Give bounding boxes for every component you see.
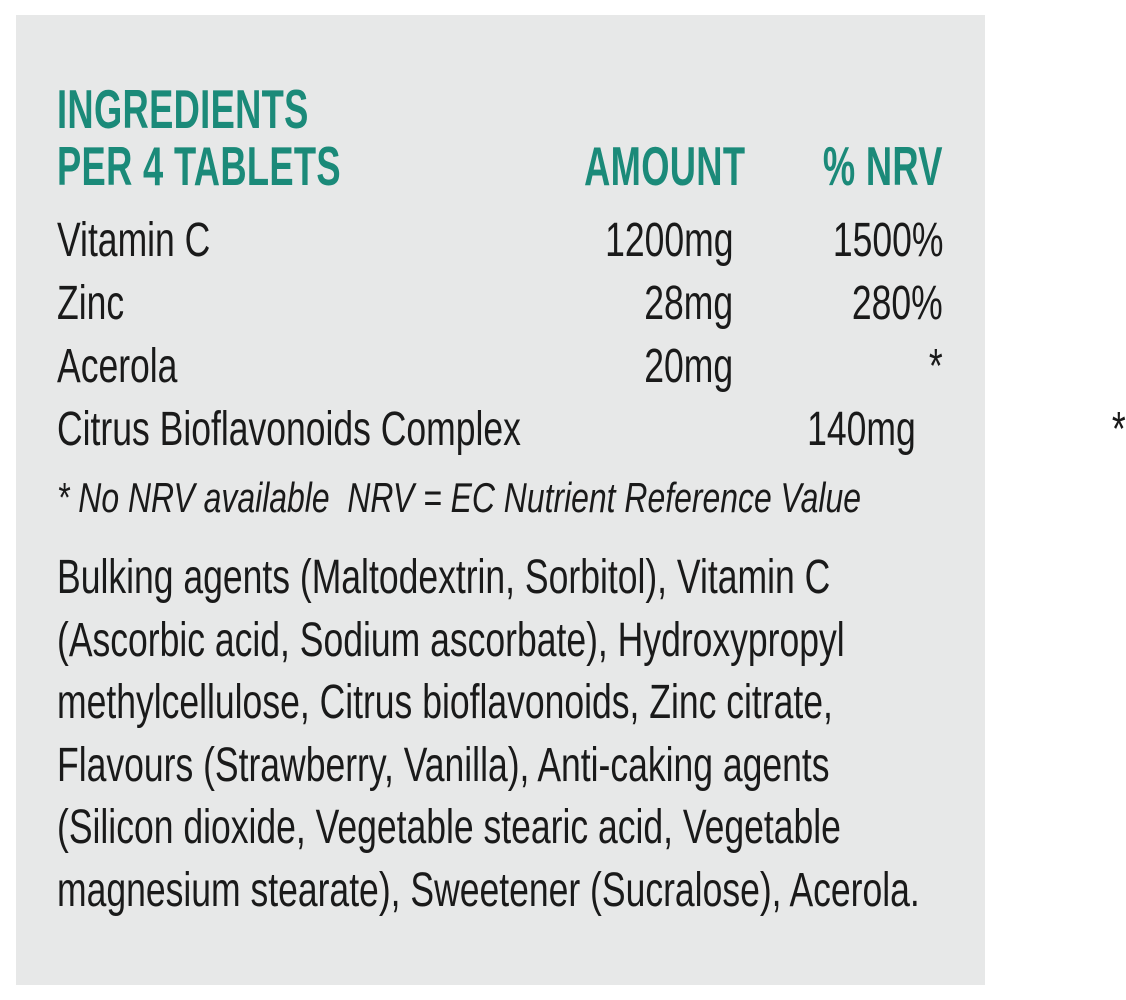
- row-amount: 140mg: [807, 403, 916, 456]
- row-nrv: 280%: [852, 277, 943, 330]
- row-nrv: 1500%: [832, 214, 943, 267]
- table-row: [57, 398, 1126, 461]
- row-amount: 28mg: [644, 277, 733, 330]
- nutrient-table: [57, 209, 1126, 461]
- table-row: [57, 335, 943, 398]
- row-name: Citrus Bioflavonoids Complex: [57, 403, 521, 456]
- ingredients-label-panel: [16, 15, 1126, 985]
- row-name: Zinc: [57, 277, 125, 330]
- label-title-line1: [57, 78, 943, 140]
- table-row: [57, 209, 943, 272]
- label-content: [16, 15, 1126, 922]
- row-amount: 20mg: [644, 340, 733, 393]
- other-ingredients-section: [57, 547, 943, 922]
- row-nrv: *: [1112, 403, 1126, 456]
- nrv-footnote: * No NRV available NRV = EC Nutrient Reference Value: [57, 474, 862, 521]
- header-amount: AMOUNT: [584, 135, 746, 197]
- row-name: Vitamin C: [57, 214, 211, 267]
- title-ingredients-text: INGREDIENTS: [57, 78, 309, 140]
- other-ingredients-paragraph: Bulking agents (Maltodextrin, Sorbitol), Vitamin C (Ascorbic acid, Sodium ascorbate), Hydroxypropyl methylcellulose, Citrus bioflavonoids, Zinc citrate, Flavours (Strawberry, Vanilla), Anti-caking agents (Silicon dioxide, Vegetable stearic acid, Vegetable magnesium stearate), Sweetener (Sucralose), Acerola.: [57, 551, 920, 917]
- header-nrv: % NRV: [822, 135, 943, 197]
- row-nrv: *: [929, 340, 943, 393]
- table-header-row: [57, 135, 943, 197]
- table-row: [57, 272, 943, 335]
- header-per-4-tablets: PER 4 TABLETS: [57, 135, 341, 197]
- row-amount: 1200mg: [604, 214, 733, 267]
- row-name: Acerola: [57, 340, 178, 393]
